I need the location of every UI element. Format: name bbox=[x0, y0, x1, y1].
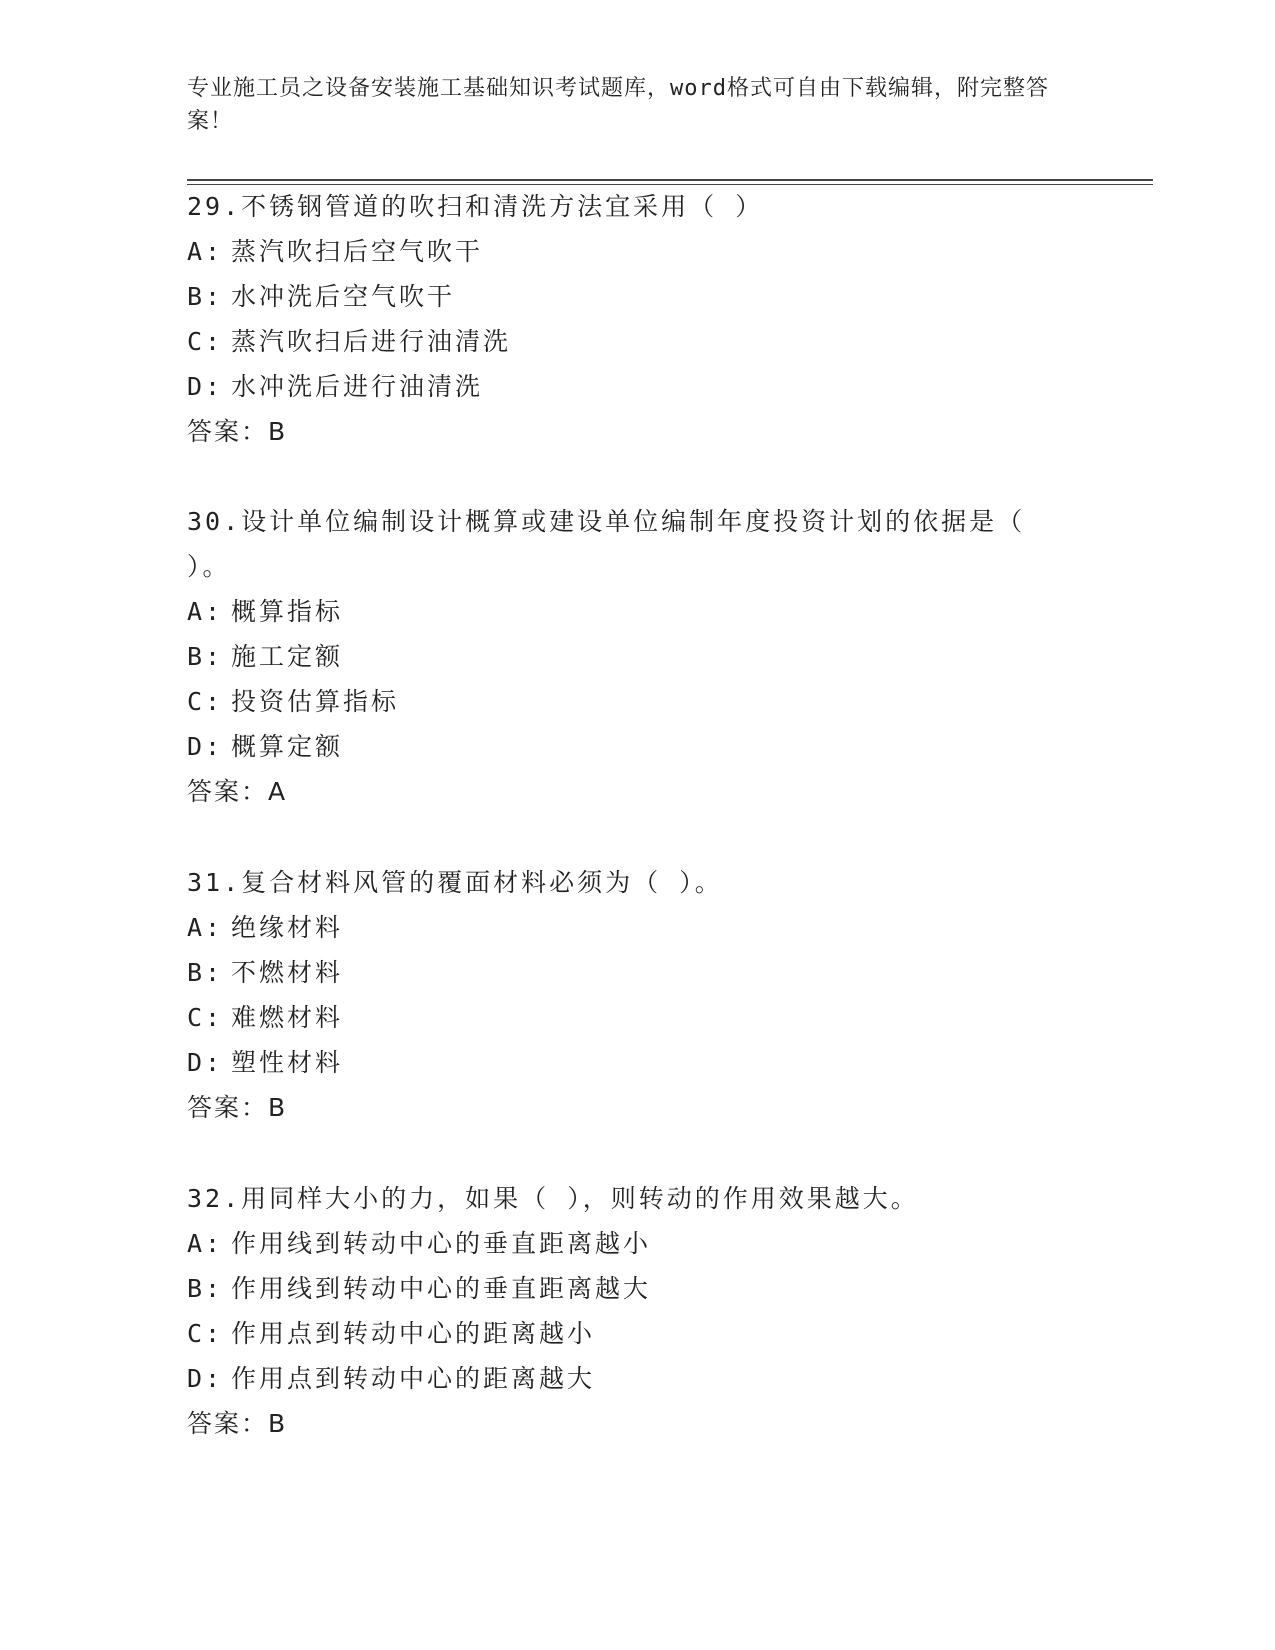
answer-line bbox=[187, 409, 1067, 454]
question-title: 30.设计单位编制设计概算或建设单位编制年度投资计划的依据是（ ）。 bbox=[187, 507, 1026, 581]
option-d bbox=[187, 724, 1067, 769]
option-key: B: bbox=[187, 958, 224, 987]
option-text: 绝缘材料 bbox=[231, 913, 344, 942]
option-text: 作用线到转动中心的垂直距离越小 bbox=[231, 1229, 652, 1258]
question-29 bbox=[187, 184, 1067, 454]
question-30 bbox=[187, 499, 1067, 814]
question-title: 29.不锈钢管道的吹扫和清洗方法宜采用（ ） bbox=[187, 192, 764, 221]
question-32 bbox=[187, 1176, 1067, 1446]
option-key: A: bbox=[187, 237, 224, 266]
option-key: C: bbox=[187, 1003, 224, 1032]
option-key: A: bbox=[187, 597, 224, 626]
answer-value: B bbox=[268, 1093, 288, 1122]
option-a bbox=[187, 229, 1067, 274]
option-key: B: bbox=[187, 1274, 224, 1303]
answer-line bbox=[187, 769, 1067, 814]
option-c bbox=[187, 995, 1067, 1040]
option-a bbox=[187, 905, 1067, 950]
answer-line bbox=[187, 1085, 1067, 1130]
option-a bbox=[187, 589, 1067, 634]
option-b bbox=[187, 274, 1067, 319]
option-key: D: bbox=[187, 1048, 224, 1077]
option-d bbox=[187, 364, 1067, 409]
option-b bbox=[187, 1266, 1067, 1311]
answer-value: A bbox=[268, 777, 288, 806]
answer-label: 答案： bbox=[187, 1409, 269, 1438]
option-text: 概算指标 bbox=[231, 597, 344, 626]
option-text: 塑性材料 bbox=[231, 1048, 344, 1077]
option-c bbox=[187, 679, 1067, 724]
option-text: 不燃材料 bbox=[231, 958, 344, 987]
answer-label: 答案： bbox=[187, 777, 269, 806]
option-text: 投资估算指标 bbox=[231, 687, 400, 716]
option-key: C: bbox=[187, 687, 224, 716]
option-key: D: bbox=[187, 732, 224, 761]
answer-value: B bbox=[268, 417, 288, 446]
question-31 bbox=[187, 860, 1067, 1130]
option-text: 作用点到转动中心的距离越大 bbox=[231, 1364, 596, 1393]
option-b bbox=[187, 634, 1067, 679]
option-b bbox=[187, 950, 1067, 995]
question-title: 31.复合材料风管的覆面材料必须为（ ）。 bbox=[187, 868, 723, 897]
option-key: B: bbox=[187, 642, 224, 671]
option-a bbox=[187, 1221, 1067, 1266]
header-divider-thick bbox=[187, 179, 1153, 181]
option-c bbox=[187, 319, 1067, 364]
option-text: 概算定额 bbox=[231, 732, 344, 761]
option-key: D: bbox=[187, 372, 224, 401]
option-text: 水冲洗后空气吹干 bbox=[231, 282, 456, 311]
option-key: A: bbox=[187, 1229, 224, 1258]
option-key: C: bbox=[187, 327, 224, 356]
option-key: D: bbox=[187, 1364, 224, 1393]
option-d bbox=[187, 1356, 1067, 1401]
option-text: 施工定额 bbox=[231, 642, 344, 671]
option-key: A: bbox=[187, 913, 224, 942]
option-key: B: bbox=[187, 282, 224, 311]
answer-label: 答案： bbox=[187, 417, 269, 446]
option-c bbox=[187, 1311, 1067, 1356]
option-text: 蒸汽吹扫后进行油清洗 bbox=[231, 327, 512, 356]
answer-label: 答案： bbox=[187, 1093, 269, 1122]
document-header: 专业施工员之设备安装施工基础知识考试题库，word格式可自由下载编辑，附完整答案！ bbox=[187, 76, 1049, 134]
option-text: 水冲洗后进行油清洗 bbox=[231, 372, 484, 401]
option-text: 难燃材料 bbox=[231, 1003, 344, 1032]
option-text: 蒸汽吹扫后空气吹干 bbox=[231, 237, 484, 266]
option-text: 作用点到转动中心的距离越小 bbox=[231, 1319, 596, 1348]
option-d bbox=[187, 1040, 1067, 1085]
answer-value: B bbox=[268, 1409, 288, 1438]
answer-line bbox=[187, 1401, 1067, 1446]
option-text: 作用线到转动中心的垂直距离越大 bbox=[231, 1274, 652, 1303]
question-title: 32.用同样大小的力，如果（ ），则转动的作用效果越大。 bbox=[187, 1184, 919, 1213]
option-key: C: bbox=[187, 1319, 224, 1348]
